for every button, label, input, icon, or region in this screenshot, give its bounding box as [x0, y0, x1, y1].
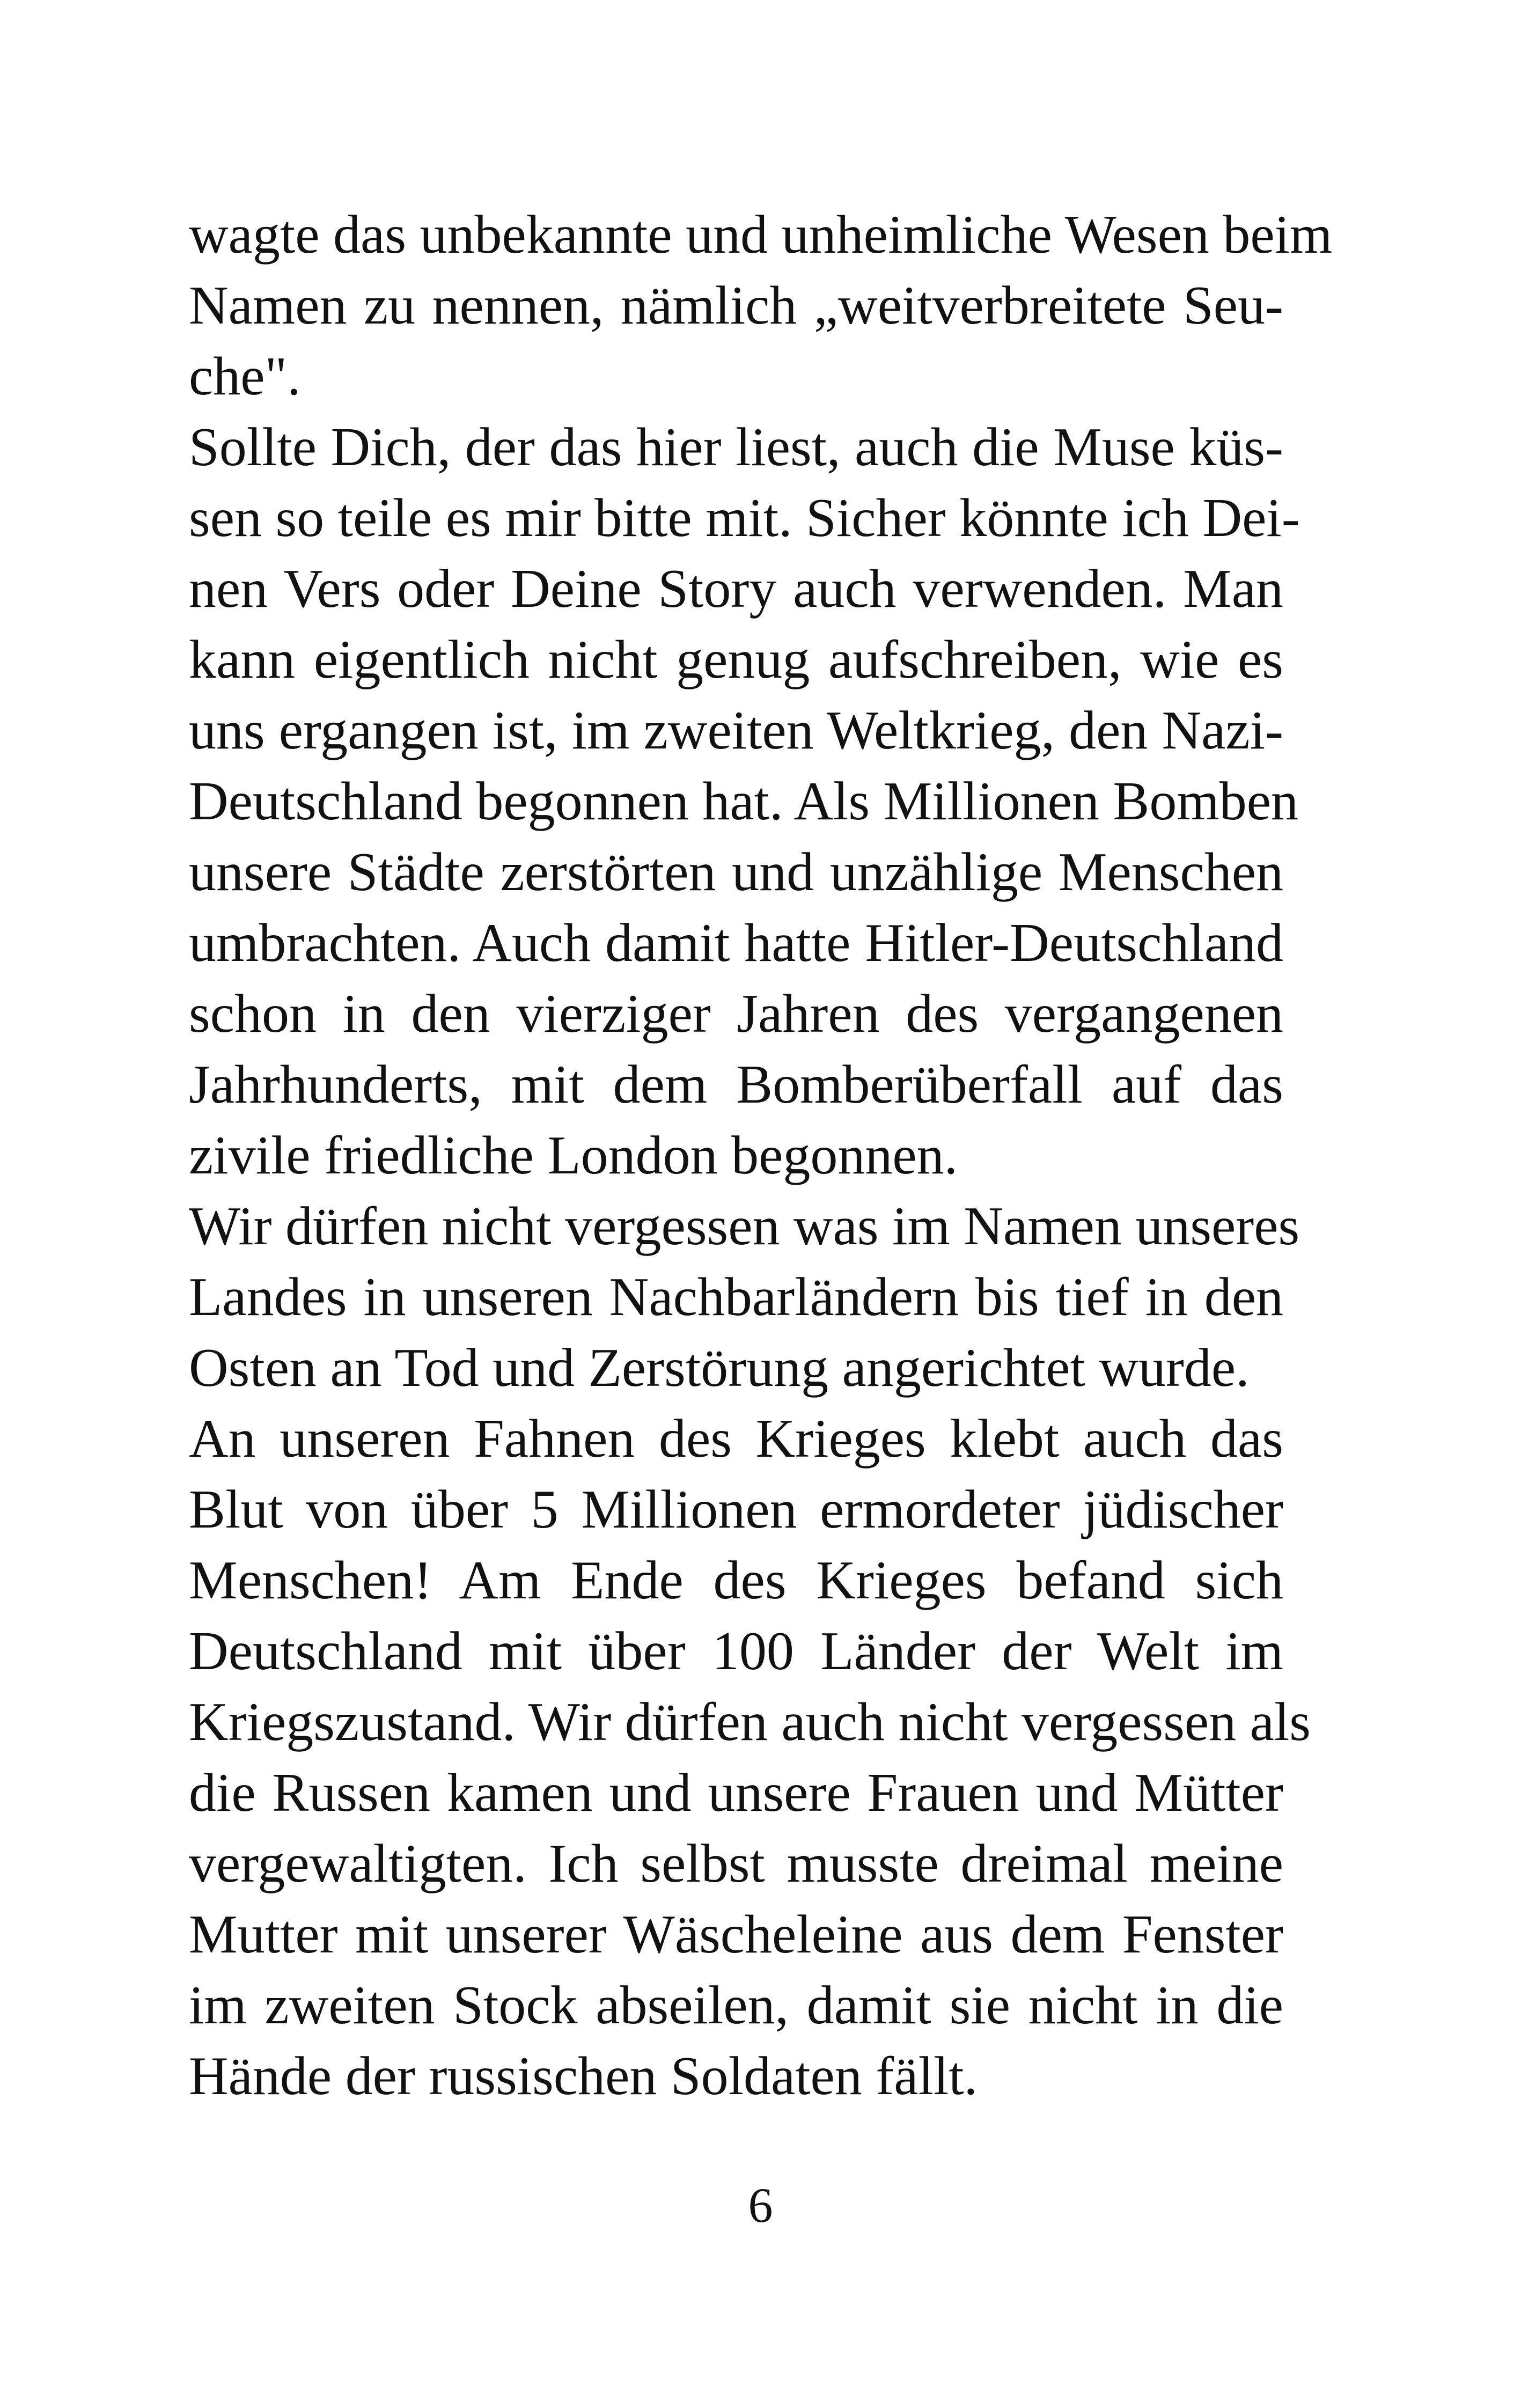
text-line: schon in den vierziger Jahren des vergangenen [189, 983, 1283, 1044]
text-line: Sollte Dich, der das hier liest, auch die Muse küs- [189, 417, 1283, 478]
page-number: 6 [748, 2178, 773, 2233]
text-line: Wir dürfen nicht vergessen was im Namen unseres [189, 1196, 1300, 1257]
text-line: uns ergangen ist, im zweiten Weltkrieg, den Nazi- [189, 700, 1283, 761]
text-line: sen so teile es mir bitte mit. Sicher könnte ich Dei- [189, 488, 1300, 548]
text-line: kann eigentlich nicht genug aufschreiben, wie es [189, 629, 1283, 690]
text-line: Landes in unseren Nachbarländern bis tief in den [189, 1267, 1283, 1327]
text-line: che". [189, 346, 301, 407]
text-line: Deutschland begonnen hat. Als Millionen Bomben [189, 771, 1299, 832]
text-line: im zweiten Stock abseilen, damit sie nicht in die [189, 1975, 1283, 2036]
text-line: Hände der russischen Soldaten fällt. [189, 2046, 978, 2106]
text-line: Deutschland mit über 100 Länder der Welt im [189, 1621, 1283, 1682]
text-line: zivile friedliche London begonnen. [189, 1125, 958, 1186]
text-line: umbrachten. Auch damit hatte Hitler-Deutschland [189, 913, 1283, 973]
text-line: An unseren Fahnen des Krieges klebt auch das [189, 1408, 1283, 1469]
text-line: wagte das unbekannte und unheimliche Wesen beim [189, 204, 1333, 265]
text-line: Namen zu nennen, nämlich „weitverbreitete Seu- [189, 275, 1283, 336]
text-line: Mutter mit unserer Wäscheleine aus dem Fenster [189, 1904, 1283, 1965]
text-line: Blut von über 5 Millionen ermordeter jüdischer [189, 1479, 1283, 1540]
text-line: nen Vers oder Deine Story auch verwenden. Man [189, 559, 1283, 619]
text-line: die Russen kamen und unsere Frauen und Mütter [189, 1763, 1283, 1823]
text-line: vergewaltigten. Ich selbst musste dreimal meine [189, 1833, 1283, 1894]
text-line: Osten an Tod und Zerstörung angerichtet wurde. [189, 1338, 1250, 1398]
text-line: Jahrhunderts, mit dem Bomberüberfall auf das [189, 1054, 1283, 1115]
text-line: unsere Städte zerstörten und unzählige Menschen [189, 842, 1283, 902]
body-text [189, 200, 1333, 2112]
text-line: Menschen! Am Ende des Krieges befand sich [189, 1550, 1283, 1611]
text-line: Kriegszustand. Wir dürfen auch nicht vergessen als [189, 1692, 1311, 1752]
